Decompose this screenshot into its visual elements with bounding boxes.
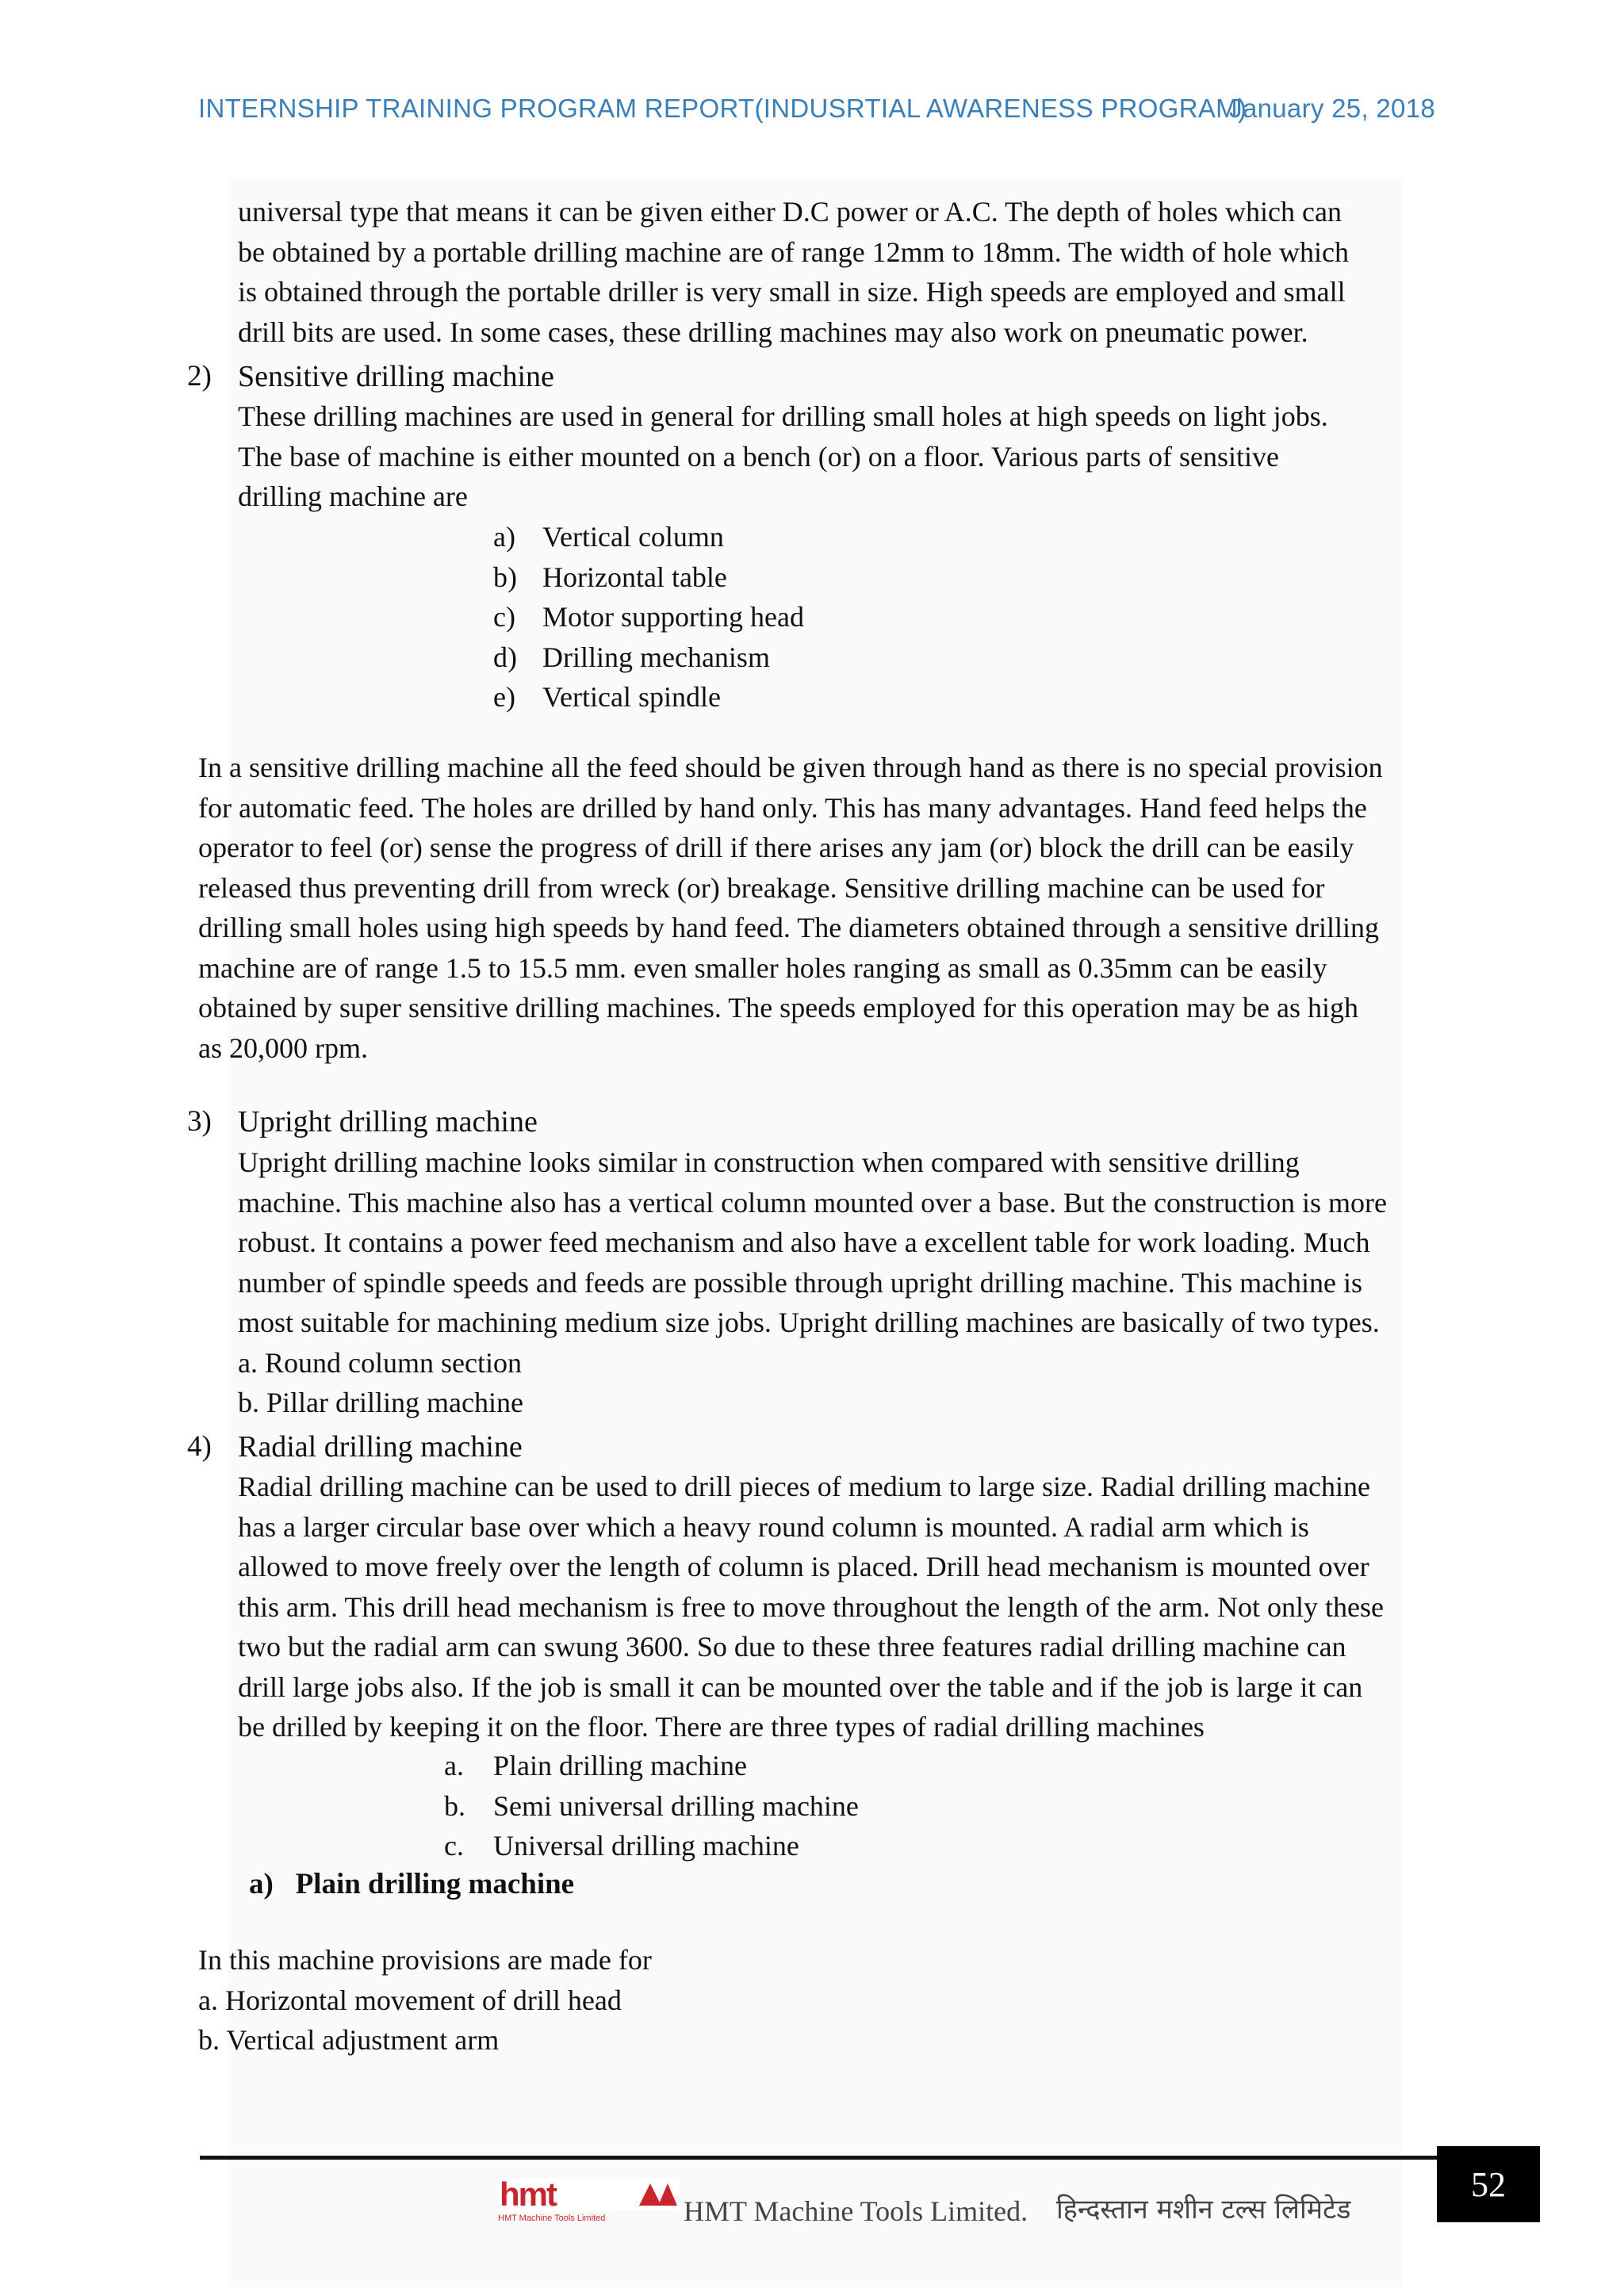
text-line: most suitable for machining medium size jobs. Upright drilling machines are basically of two types. [238, 1307, 1380, 1338]
text-line: drill large jobs also. If the job is small it can be mounted over the table and if the job is large it can [238, 1670, 1363, 1703]
footer-company-hindi: हिन्दस्तान मशीन टल्स लिमिटेड [1056, 2194, 1351, 2225]
text-line: universal type that means it can be given either D.C power or A.C. The depth of holes which can [238, 196, 1342, 228]
text-line: b. Vertical adjustment arm [198, 2024, 500, 2056]
text-line: b. Pillar drilling machine [238, 1387, 523, 1418]
section-number: 3) [187, 1105, 212, 1138]
header-date: January 25, 2018 [1229, 94, 1435, 123]
list-item: a. Plain drilling machine [444, 1750, 747, 1781]
text-line: These drilling machines are used in general for drilling small holes at high speeds on light jobs. [238, 400, 1328, 432]
plain-paragraph [198, 1940, 1150, 2061]
subsection-heading: a) Plain drilling machine [249, 1868, 575, 1900]
section-paragraph [238, 1142, 1435, 1423]
text-line: has a larger circular base over which a heavy round column is mounted. A radial arm which is [238, 1510, 1309, 1543]
text-line: machine. This machine also has a vertical column mounted over a base. But the construction is more [238, 1186, 1387, 1219]
text-line: two but the radial arm can swung 3600. So due to these three features radial drilling machine can [238, 1631, 1346, 1663]
section-heading: Radial drilling machine [238, 1430, 523, 1464]
list-item: a) Vertical column [493, 521, 724, 553]
hmt-logo [498, 2179, 679, 2223]
text-line: obtained by super sensitive drilling machines. The speeds employed for this operation may be as high [198, 992, 1359, 1024]
text-line: for automatic feed. The holes are drilled by hand only. This has many advantages. Hand feed helps the [198, 791, 1367, 824]
logo-mark: hmt [500, 2179, 556, 2213]
text-line: a. Horizontal movement of drill head [198, 1984, 622, 2016]
intro-paragraph [238, 192, 1418, 352]
text-line: operator to feel (or) sense the progress of drill if there arises any jam (or) block the drill can be easily [198, 832, 1354, 863]
page-number: 52 [1437, 2146, 1540, 2222]
text-line: is obtained through the portable driller is very small in size. High speeds are employed and small [238, 276, 1346, 308]
text-line: this arm. This drill head mechanism is free to move throughout the length of the arm. Not only these [238, 1590, 1385, 1623]
text-line: be obtained by a portable drilling machine are of range 12mm to 18mm. The width of hole which [238, 235, 1349, 268]
text-line: robust. It contains a power feed mechanism and also have a excellent table for work loading. Much [238, 1226, 1370, 1258]
text-line: released thus preventing drill from wreck (or) breakage. Sensitive drilling machine can be used for [198, 871, 1325, 904]
list-item: b. Semi universal drilling machine [444, 1789, 859, 1822]
sensitive-paragraph [198, 748, 1435, 1068]
text-line: number of spindle speeds and feeds are possible through upright drilling machine. This machine is [238, 1266, 1363, 1299]
hmt-logo-icon [498, 2179, 679, 2223]
section-heading: Sensitive drilling machine [238, 360, 554, 393]
text-line: The base of machine is either mounted on a bench (or) on a floor. Various parts of sensitive [238, 440, 1279, 473]
header-title: INTERNSHIP TRAINING PROGRAM REPORT(INDUSRTIAL AWARENESS PROGRAM) [198, 94, 1247, 123]
text-line: as 20,000 rpm. [198, 1031, 368, 1064]
list-item: d) Drilling mechanism [493, 641, 770, 673]
logo-subtext: HMT Machine Tools Limited [498, 2214, 606, 2223]
page-header [198, 94, 1435, 124]
footer-company: HMT Machine Tools Limited. [684, 2195, 1028, 2227]
section-paragraph [238, 396, 1418, 517]
text-line: In this machine provisions are made for [198, 1944, 652, 1976]
text-line: drilling machine are [238, 480, 468, 512]
list-item: b) Horizontal table [493, 561, 727, 593]
parts-list [493, 517, 804, 718]
text-line: allowed to move freely over the length of column is placed. Drill head mechanism is mounted over [238, 1551, 1369, 1582]
section-number: 2) [187, 360, 212, 392]
section-paragraph [238, 1467, 1435, 1747]
text-line: Upright drilling machine looks similar in construction when compared with sensitive drilling [238, 1146, 1300, 1178]
section-heading: Upright drilling machine [238, 1105, 538, 1138]
text-line: be drilled by keeping it on the floor. There are three types of radial drilling machines [238, 1711, 1205, 1743]
list-item: c. Universal drilling machine [444, 1830, 799, 1862]
list-item: c) Motor supporting head [493, 601, 804, 633]
list-item: e) Vertical spindle [493, 681, 721, 713]
text-line: In a sensitive drilling machine all the feed should be given through hand as there is no special provision [198, 752, 1383, 783]
text-line: drilling small holes using high speeds by hand feed. The diameters obtained through a sensitive drilling [198, 912, 1380, 943]
footer-rule [200, 2156, 1437, 2160]
text-line: drill bits are used. In some cases, these drilling machines may also work on pneumatic power. [238, 316, 1308, 348]
text-line: Radial drilling machine can be used to drill pieces of medium to large size. Radial drilling machine [238, 1471, 1370, 1502]
text-line: machine are of range 1.5 to 15.5 mm. even smaller holes ranging as small as 0.35mm can be easily [198, 951, 1327, 984]
section-number: 4) [187, 1430, 212, 1463]
text-line: a. Round column section [238, 1346, 522, 1379]
types-list [444, 1746, 859, 1866]
